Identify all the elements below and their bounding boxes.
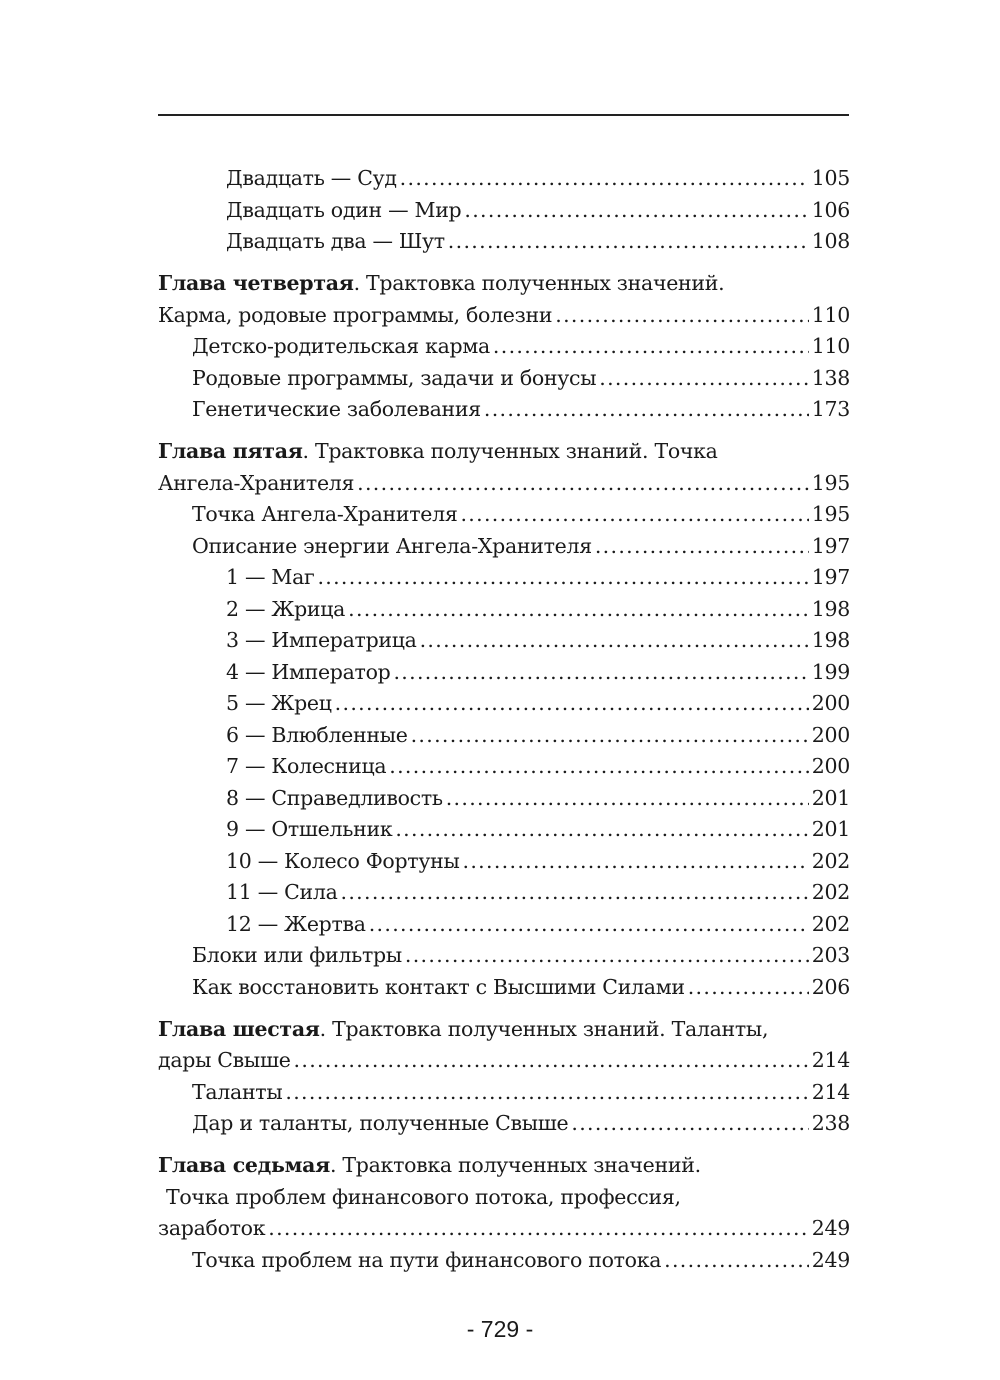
- dot-leader: [462, 846, 808, 878]
- toc-entry-title: [158, 300, 552, 332]
- toc-entry: [158, 363, 850, 395]
- toc-entry-title: [192, 1077, 282, 1109]
- toc-page-number: 195: [811, 470, 850, 495]
- toc-entry-title: [226, 909, 366, 941]
- toc-entry-text: 7 — Колесница: [226, 754, 387, 778]
- chapter-heading: [158, 268, 850, 300]
- dot-leader: [664, 1245, 809, 1277]
- toc-entry-title: [226, 688, 332, 720]
- page-number: - 729 -: [466, 1316, 534, 1342]
- toc-page-number: 197: [811, 565, 850, 589]
- toc-entry-title: [158, 1045, 291, 1077]
- dot-leader: [599, 363, 809, 395]
- toc-entry: [158, 720, 850, 752]
- dot-leader: [484, 394, 809, 426]
- toc-entry-text: дары Свыше: [158, 1048, 291, 1072]
- toc-page-number: 203: [811, 943, 850, 967]
- toc-entry-text: Родовые программы, задачи и бонусы: [192, 365, 597, 390]
- toc-entry-title: [192, 394, 481, 426]
- toc-entry-text: . Трактовка полученных знаний. Таланты,: [319, 1016, 769, 1041]
- toc-page-number: 201: [811, 817, 850, 841]
- toc-page-number: 249: [811, 1247, 850, 1272]
- dot-leader: [688, 972, 809, 1004]
- toc-page-number: 195: [811, 502, 850, 526]
- toc-page-number: 214: [811, 1048, 850, 1072]
- toc-entry-text: 5 — Жрец: [226, 691, 332, 715]
- toc-entry: [158, 1213, 850, 1245]
- toc-entry-title: [226, 195, 461, 227]
- toc-entry-text: Точка Ангела-Хранителя: [192, 502, 458, 526]
- chapter-label: Глава пятая: [158, 439, 303, 463]
- toc-entry: [158, 468, 850, 500]
- dot-leader: [405, 940, 809, 972]
- toc-page-number: 105: [811, 166, 850, 190]
- dot-leader: [448, 226, 809, 258]
- table-of-contents: [158, 163, 850, 1276]
- dot-leader: [446, 783, 809, 815]
- toc-entry: [158, 394, 850, 426]
- dot-leader: [285, 1077, 808, 1109]
- toc-entry-title: [226, 846, 459, 878]
- toc-entry-title: [158, 1014, 768, 1046]
- toc-entry: [158, 1182, 850, 1214]
- toc-page-number: 197: [811, 533, 850, 558]
- toc-page-number: 106: [811, 197, 850, 222]
- dot-leader: [393, 657, 808, 689]
- dot-leader: [294, 1045, 809, 1077]
- dot-leader: [460, 499, 808, 531]
- toc-entry-text: Как восстановить контакт с Высшими Силами: [192, 974, 685, 999]
- toc-entry: [158, 877, 850, 909]
- toc-entry: [158, 688, 850, 720]
- toc-entry-text: 9 — Отшельник: [226, 817, 393, 841]
- dot-leader: [335, 688, 809, 720]
- header-rule: [158, 114, 849, 116]
- toc-entry-title: [192, 363, 596, 395]
- toc-entry: [158, 657, 850, 689]
- toc-entry-text: Дар и таланты, полученные Свыше: [192, 1111, 569, 1135]
- toc-entry: [158, 331, 850, 363]
- toc-entry: [158, 751, 850, 783]
- toc-entry-title: [226, 226, 445, 258]
- toc-entry-title: [192, 940, 402, 972]
- toc-page-number: 200: [811, 722, 850, 747]
- toc-page-number: 238: [811, 1111, 850, 1135]
- toc-entry: [158, 531, 850, 563]
- toc-entry: [158, 783, 850, 815]
- toc-entry-title: [158, 268, 724, 300]
- toc-entry-text: Генетические заболевания: [192, 397, 481, 421]
- dot-leader: [268, 1213, 809, 1245]
- toc-entry: [158, 972, 850, 1004]
- dot-leader: [395, 814, 808, 846]
- toc-page-number: 138: [811, 365, 850, 390]
- toc-entry-title: [192, 1108, 568, 1140]
- toc-entry-text: Двадцать два — Шут: [226, 229, 445, 253]
- toc-entry: [158, 195, 850, 227]
- toc-entry-text: Двадцать один — Мир: [226, 197, 462, 222]
- toc-entry-title: [226, 625, 417, 657]
- toc-entry-title: [166, 1182, 681, 1214]
- toc-entry-title: [192, 972, 685, 1004]
- toc-entry-text: Ангела-Хранителя: [158, 470, 355, 495]
- toc-entry: [158, 499, 850, 531]
- toc-entry-title: [226, 783, 443, 815]
- dot-leader: [369, 909, 809, 941]
- toc-page-number: 198: [811, 628, 850, 652]
- dot-leader: [400, 163, 809, 195]
- toc-entry-title: [192, 1245, 661, 1277]
- toc-entry: [158, 562, 850, 594]
- chapter-label: Глава седьмая: [158, 1153, 330, 1177]
- chapter-label: Глава шестая: [158, 1016, 320, 1041]
- toc-entry-text: 12 — Жертва: [226, 911, 366, 936]
- toc-entry-text: 10 — Колесо Фортуны: [226, 848, 460, 873]
- toc-entry-text: 3 — Императрица: [226, 628, 417, 652]
- toc-entry-text: Блоки или фильтры: [192, 943, 402, 967]
- toc-entry: [158, 1245, 850, 1277]
- toc-entry-title: [226, 877, 338, 909]
- toc-page-number: 214: [811, 1079, 850, 1104]
- toc-entry: [158, 814, 850, 846]
- chapter-heading: [158, 1014, 850, 1046]
- dot-leader: [595, 531, 809, 563]
- toc-entry-text: 4 — Император: [226, 659, 391, 684]
- toc-entry: [158, 594, 850, 626]
- toc-entry: [158, 1077, 850, 1109]
- toc-entry-title: [226, 814, 392, 846]
- toc-entry-text: заработок: [158, 1216, 266, 1240]
- toc-entry-title: [226, 751, 386, 783]
- toc-entry-text: Двадцать — Суд: [226, 166, 397, 190]
- toc-entry-text: 6 — Влюбленные: [226, 722, 408, 747]
- toc-entry-text: Описание энергии Ангела-Хранителя: [192, 533, 592, 558]
- toc-entry-text: . Трактовка полученных знаний. Точка: [302, 439, 718, 463]
- toc-entry: [158, 846, 850, 878]
- toc-page-number: 108: [811, 229, 850, 253]
- toc-entry-title: [158, 468, 354, 500]
- toc-entry-text: . Трактовка полученных значений.: [353, 271, 725, 295]
- toc-entry-title: [192, 331, 490, 363]
- toc-entry-text: . Трактовка полученных значений.: [330, 1153, 701, 1177]
- toc-page-number: 198: [811, 596, 850, 621]
- toc-entry-text: Таланты: [192, 1079, 283, 1104]
- dot-leader: [317, 562, 808, 594]
- toc-entry-title: [226, 720, 408, 752]
- toc-entry: [158, 163, 850, 195]
- toc-page-number: 110: [811, 302, 850, 327]
- dot-leader: [420, 625, 809, 657]
- toc-page-number: 202: [811, 848, 850, 873]
- toc-entry: [158, 226, 850, 258]
- toc-entry-title: [226, 657, 390, 689]
- toc-entry-title: [192, 531, 592, 563]
- toc-entry: [158, 1108, 850, 1140]
- toc-page-number: 202: [811, 911, 850, 936]
- dot-leader: [464, 195, 808, 227]
- chapter-label: Глава четвертая: [158, 271, 354, 295]
- toc-entry: [158, 909, 850, 941]
- toc-page-number: 249: [811, 1216, 850, 1240]
- toc-page-number: 199: [811, 659, 850, 684]
- dot-leader: [389, 751, 809, 783]
- toc-entry-text: Детско-родительская карма: [192, 334, 490, 358]
- chapter-heading: [158, 1150, 850, 1182]
- toc-entry-text: 8 — Справедливость: [226, 785, 443, 810]
- toc-entry-title: [158, 1213, 265, 1245]
- toc-entry-title: [158, 1150, 701, 1182]
- dot-leader: [493, 331, 809, 363]
- toc-entry-title: [226, 163, 397, 195]
- toc-entry: [158, 625, 850, 657]
- toc-page-number: 173: [811, 397, 850, 421]
- toc-page-number: 202: [811, 880, 850, 904]
- toc-entry-text: Карма, родовые программы, болезни: [158, 302, 553, 327]
- toc-page-number: 200: [811, 691, 850, 715]
- toc-entry-title: [192, 499, 457, 531]
- dot-leader: [411, 720, 809, 752]
- toc-page-number: 110: [811, 334, 850, 358]
- dot-leader: [341, 877, 809, 909]
- dot-leader: [555, 300, 809, 332]
- toc-entry-title: [226, 562, 314, 594]
- toc-entry-title: [226, 594, 345, 626]
- toc-entry-text: 1 — Маг: [226, 565, 315, 589]
- toc-entry: [158, 1045, 850, 1077]
- dot-leader: [571, 1108, 808, 1140]
- toc-entry-text: 11 — Сила: [226, 880, 338, 904]
- toc-entry: [158, 300, 850, 332]
- toc-entry-title: [158, 436, 718, 468]
- toc-entry-text: 2 — Жрица: [226, 596, 346, 621]
- toc-page-number: 200: [811, 754, 850, 778]
- toc-page-number: 206: [811, 974, 850, 999]
- dot-leader: [348, 594, 809, 626]
- toc-entry-text: Точка проблем на пути финансового потока: [192, 1247, 662, 1272]
- toc-entry-text: Точка проблем финансового потока, профессия,: [166, 1184, 681, 1209]
- toc-page-number: 201: [811, 785, 850, 810]
- toc-entry: [158, 940, 850, 972]
- dot-leader: [357, 468, 809, 500]
- chapter-heading: [158, 436, 850, 468]
